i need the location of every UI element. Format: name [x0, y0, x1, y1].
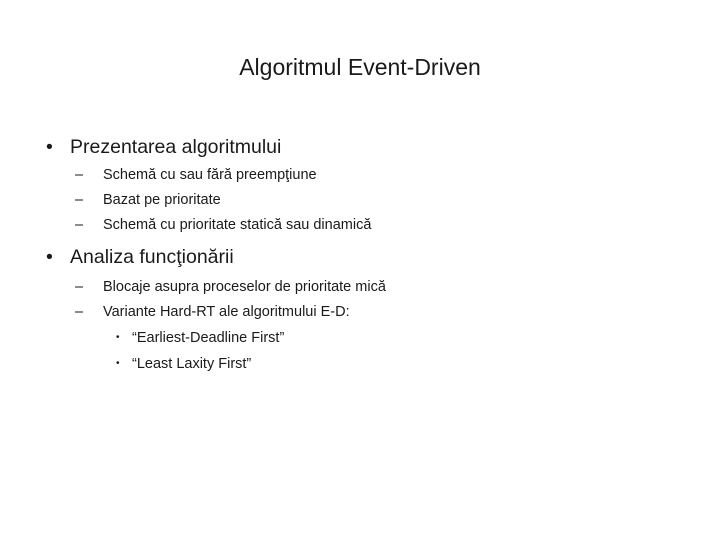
sub-list-item [116, 354, 251, 374]
bullet-dash: – [75, 192, 84, 208]
sub-list-item [116, 328, 284, 348]
list-item [75, 215, 371, 235]
bullet-dot-small: • [116, 332, 120, 343]
bullet-dash: – [75, 167, 84, 183]
list-item [75, 165, 317, 185]
list-item-text: Bazat pe prioritate [103, 192, 221, 208]
section-heading: Prezentarea algoritmului [70, 136, 282, 158]
list-item-text: Schemă cu sau fără preempţiune [103, 167, 317, 183]
sub-list-item-text: “Earliest-Deadline First” [132, 330, 285, 346]
sub-list-item-text: “Least Laxity First” [132, 356, 252, 372]
list-item-text: Blocaje asupra proceselor de prioritate mică [103, 279, 386, 295]
list-item [75, 190, 221, 210]
bullet-dot: • [46, 136, 53, 158]
bullet-section-analysis [46, 244, 234, 270]
bullet-dash: – [75, 217, 84, 233]
list-item-text: Schemă cu prioritate statică sau dinamică [103, 217, 372, 233]
bullet-dot: • [46, 246, 53, 268]
bullet-dash: – [75, 279, 84, 295]
list-item [75, 302, 350, 322]
bullet-section-presentation [46, 134, 281, 160]
section-heading: Analiza funcţionării [70, 246, 234, 268]
bullet-dot-small: • [116, 358, 120, 369]
list-item [75, 277, 386, 297]
slide-title: Algoritmul Event-Driven [239, 54, 481, 80]
list-item-text: Variante Hard-RT ale algoritmului E-D: [103, 304, 350, 320]
bullet-dash: – [75, 304, 84, 320]
